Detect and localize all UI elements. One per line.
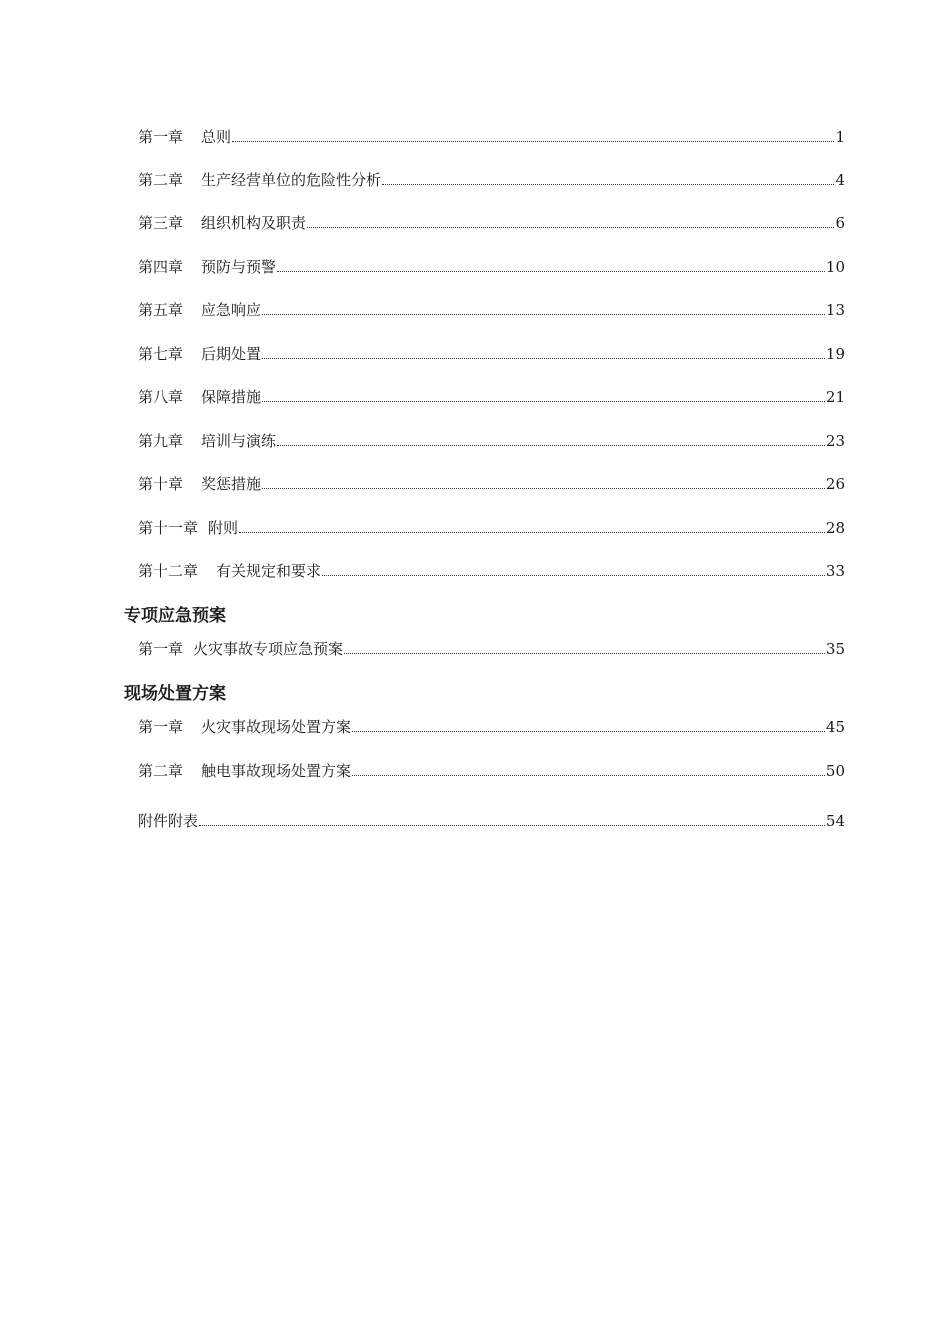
page-number: 6 (835, 214, 845, 232)
page-number: 33 (825, 562, 845, 580)
chapter-title: 触电事故现场处置方案 (201, 762, 352, 780)
section-heading-special-plans: 专项应急预案 (124, 606, 226, 626)
dot-leader (322, 575, 825, 576)
chapter-title: 组织机构及职责 (201, 214, 307, 232)
chapter-number: 第七章 (138, 345, 184, 363)
dot-leader (344, 653, 825, 654)
chapter-number: 第十章 (138, 475, 184, 493)
page-number: 54 (825, 812, 845, 830)
page-number: 45 (825, 718, 845, 736)
chapter-number: 第一章 (138, 128, 184, 146)
toc-entry[interactable] (138, 716, 845, 738)
toc-entry[interactable] (138, 638, 845, 660)
chapter-title: 后期处置 (201, 345, 262, 363)
chapter-number: 第八章 (138, 388, 184, 406)
toc-entry[interactable] (138, 343, 845, 365)
dot-leader (352, 775, 825, 776)
appendix-title: 附件附表 (138, 812, 199, 830)
toc-entry[interactable] (138, 473, 845, 495)
toc-entry[interactable] (138, 386, 845, 408)
chapter-title: 有关规定和要求 (216, 562, 322, 580)
chapter-number: 第四章 (138, 258, 184, 276)
page-number: 1 (835, 128, 845, 146)
dot-leader (262, 358, 825, 359)
chapter-title: 火灾事故现场处置方案 (201, 718, 352, 736)
page-number: 50 (825, 762, 845, 780)
chapter-number: 第十二章 (138, 562, 199, 580)
toc-entry[interactable] (138, 517, 845, 539)
toc-entry[interactable] (138, 760, 845, 782)
page-number: 28 (825, 519, 845, 537)
dot-leader (262, 314, 825, 315)
page-number: 35 (825, 640, 845, 658)
chapter-number: 第二章 (138, 171, 184, 189)
chapter-number: 第一章 (138, 718, 184, 736)
toc-entry[interactable] (138, 430, 845, 452)
chapter-number: 第十一章 (138, 519, 199, 537)
dot-leader (232, 141, 834, 142)
chapter-title: 奖惩措施 (201, 475, 262, 493)
chapter-number: 第二章 (138, 762, 184, 780)
chapter-title: 应急响应 (201, 301, 262, 319)
page-number: 19 (825, 345, 845, 363)
chapter-title: 附则 (208, 519, 239, 537)
dot-leader (307, 227, 834, 228)
dot-leader (262, 488, 825, 489)
page-number: 21 (825, 388, 845, 406)
chapter-number: 第三章 (138, 214, 184, 232)
page-number: 10 (825, 258, 845, 276)
dot-leader (352, 731, 825, 732)
toc-entry[interactable] (138, 299, 845, 321)
chapter-title: 预防与预警 (201, 258, 277, 276)
chapter-number: 第五章 (138, 301, 184, 319)
toc-entry[interactable] (138, 256, 845, 278)
chapter-title: 火灾事故专项应急预案 (193, 640, 344, 658)
chapter-title: 总则 (201, 128, 232, 146)
section-heading-onsite-plans: 现场处置方案 (124, 684, 226, 704)
toc-entry[interactable] (138, 212, 845, 234)
page-number: 13 (825, 301, 845, 319)
dot-leader (262, 401, 825, 402)
dot-leader (239, 532, 825, 533)
chapter-title: 生产经营单位的危险性分析 (201, 171, 382, 189)
dot-leader (277, 271, 825, 272)
dot-leader (382, 184, 834, 185)
chapter-number: 第九章 (138, 432, 184, 450)
page-number: 4 (835, 171, 845, 189)
page-number: 23 (825, 432, 845, 450)
chapter-title: 保障措施 (201, 388, 262, 406)
toc-entry-appendix[interactable] (138, 810, 845, 832)
dot-leader (277, 445, 825, 446)
toc-entry[interactable] (138, 126, 845, 148)
toc-entry[interactable] (138, 169, 845, 191)
page-number: 26 (825, 475, 845, 493)
dot-leader (199, 825, 825, 826)
chapter-title: 培训与演练 (201, 432, 277, 450)
chapter-number: 第一章 (138, 640, 184, 658)
toc-entry[interactable] (138, 560, 845, 582)
